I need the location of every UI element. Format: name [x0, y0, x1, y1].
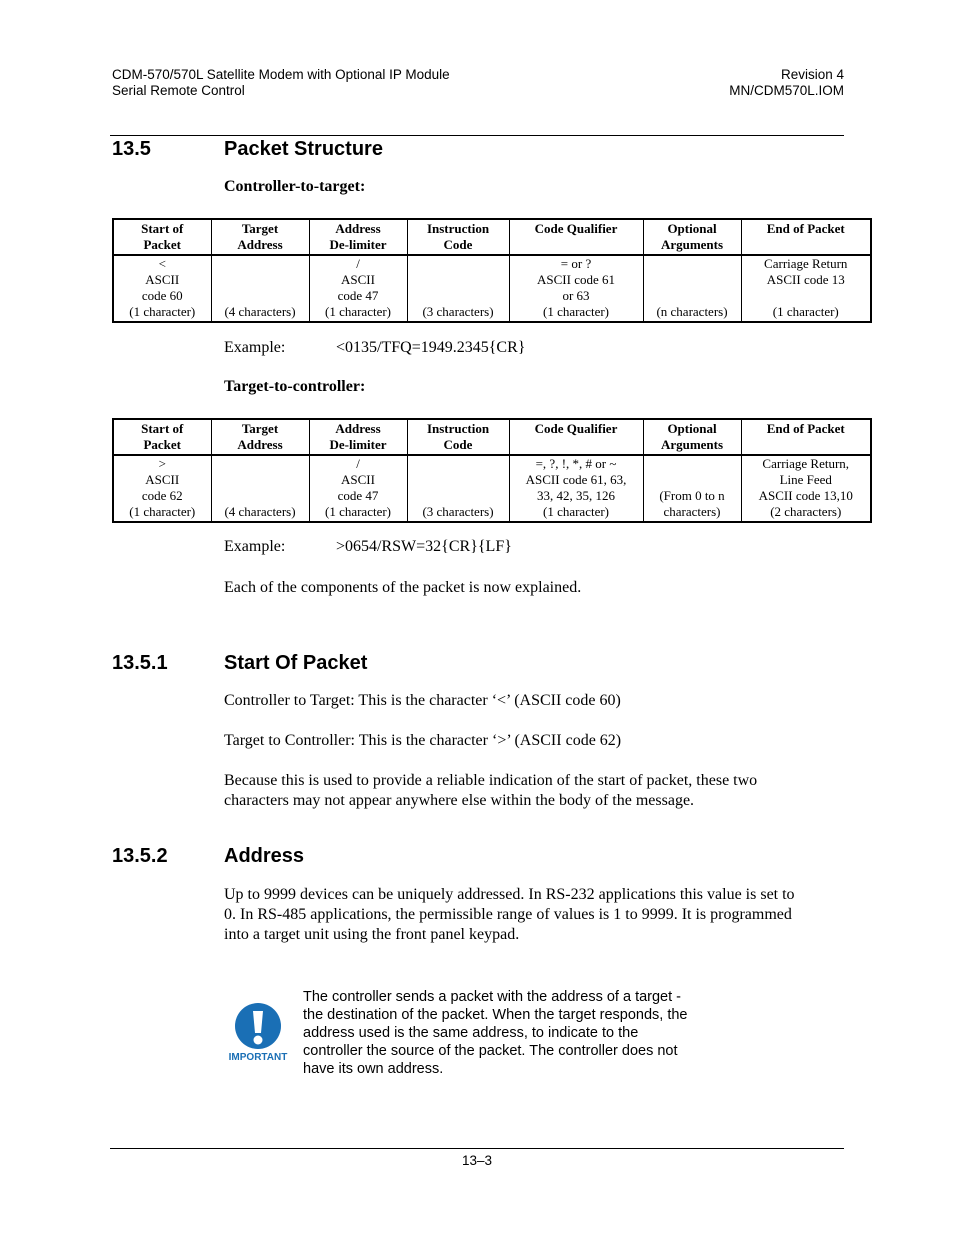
cell-text: code 47 [337, 488, 379, 503]
ttc-example [224, 538, 512, 556]
column-header [741, 419, 871, 455]
column-header [643, 219, 741, 255]
note-line: controller the source of the packet. The controller does not [303, 1043, 678, 1059]
table-row [113, 455, 871, 522]
subsection-number: 13.5.1 [112, 652, 168, 674]
cell-text: ASCII code 13,10 [758, 488, 853, 503]
header-revision: Revision 4 [780, 67, 844, 82]
cell-text: ASCII code 61 [537, 272, 615, 287]
cell-text: ASCII [341, 472, 375, 487]
ctt-example [224, 339, 526, 357]
controller-to-target-table [112, 218, 872, 323]
column-header [741, 219, 871, 255]
cell-text: (n characters) [656, 304, 728, 319]
cell-text: or 63 [562, 288, 590, 303]
header-text: Target [241, 421, 279, 436]
cell-text: (1 character) [129, 504, 196, 519]
header-section-name: Serial Remote Control [112, 83, 245, 98]
cell-text: (4 characters) [224, 304, 296, 319]
column-header [643, 419, 741, 455]
cell-text: / [356, 456, 360, 471]
header-text: Arguments [660, 437, 724, 452]
subsection-title: Address [224, 845, 305, 867]
header-text: Code Qualifier [534, 221, 618, 236]
example-code: >0654/RSW=32{CR}{LF} [336, 538, 512, 555]
note-line: have its own address. [303, 1061, 444, 1077]
header-text: De-limiter [329, 237, 387, 252]
cell-text: / [356, 256, 360, 271]
important-note [303, 988, 723, 1078]
cell-text: (3 characters) [422, 304, 494, 319]
header-text: Packet [143, 237, 182, 252]
subsection-title: Start Of Packet [224, 652, 368, 674]
header-text: Code [443, 237, 473, 252]
note-line: address used is the same address, to indicate to the [303, 1025, 639, 1041]
cell-text: Carriage Return [764, 256, 848, 271]
header-text: Address [237, 237, 283, 252]
sop-paragraph-2: Target to Controller: This is the character ‘>’ (ASCII code 62) [224, 732, 622, 749]
text-line: Up to 9999 devices can be uniquely addressed. In RS-232 applications this value is set to [224, 886, 795, 903]
header-text: Start of [141, 421, 184, 436]
cell-text: ASCII code 13 [766, 272, 845, 287]
header-doc-number: MN/CDM570L.IOM [729, 83, 844, 98]
table-cell [643, 455, 741, 522]
section-title: Packet Structure [224, 138, 383, 160]
text-line: Because this is used to provide a reliable indication of the start of packet, these two [224, 772, 758, 789]
cell-text: Line Feed [779, 472, 832, 487]
note-line: The controller sends a packet with the address of a target - [303, 989, 682, 1005]
table-header-row [113, 419, 871, 455]
target-to-controller-heading: Target-to-controller: [224, 378, 366, 395]
column-header [509, 419, 643, 455]
important-icon [226, 1002, 290, 1064]
cell-text: characters) [663, 504, 721, 519]
table-cell [407, 255, 509, 322]
header-text: Start of [141, 221, 184, 236]
header-text: Code [443, 437, 473, 452]
header-text: Optional [667, 221, 717, 236]
header-text: De-limiter [329, 437, 387, 452]
header-text: Arguments [660, 237, 724, 252]
column-header [211, 219, 309, 255]
cell-text: (1 character) [129, 304, 196, 319]
table-cell [309, 255, 407, 322]
table-cell [407, 455, 509, 522]
start-of-packet-heading [112, 652, 367, 675]
cell-text: ASCII [341, 272, 375, 287]
header-text: End of Packet [766, 421, 845, 436]
header-text: Address [237, 437, 283, 452]
cell-text: < [158, 256, 166, 271]
header-text: Code Qualifier [534, 421, 618, 436]
note-line: the destination of the packet. When the target responds, the [303, 1007, 688, 1023]
cell-text: (1 character) [542, 504, 610, 519]
column-header [113, 219, 211, 255]
cell-text: (3 characters) [422, 504, 494, 519]
cell-text: ASCII [145, 472, 180, 487]
example-label: Example: [224, 339, 286, 356]
example-code: <0135/TFQ=1949.2345{CR} [336, 339, 526, 356]
text-line: into a target unit using the front panel keypad. [224, 926, 520, 943]
cell-text: (1 character) [324, 504, 392, 519]
header-text: Address [335, 221, 381, 236]
cell-text: (1 character) [772, 304, 839, 319]
cell-text: (1 character) [542, 304, 610, 319]
cell-text: code 60 [141, 288, 183, 303]
subsection-number: 13.5.2 [112, 845, 168, 867]
controller-to-target-heading: Controller-to-target: [224, 178, 366, 195]
column-header [113, 419, 211, 455]
table-header-row [113, 219, 871, 255]
table-cell [643, 255, 741, 322]
table-cell [211, 255, 309, 322]
header-text: Packet [143, 437, 182, 452]
cell-text: ASCII code 61, 63, [525, 472, 627, 487]
target-to-controller-table [112, 418, 872, 523]
column-header [509, 219, 643, 255]
cell-text: (2 characters) [770, 504, 842, 519]
header-text: Instruction [426, 221, 490, 236]
text-line: characters may not appear anywhere else within the body of the message. [224, 792, 695, 809]
important-icon-label: IMPORTANT [228, 1052, 288, 1063]
example-label: Example: [224, 538, 286, 555]
cell-text: code 62 [141, 488, 183, 503]
column-header [407, 419, 509, 455]
header-text: Instruction [426, 421, 490, 436]
explained-text: Each of the components of the packet is now explained. [224, 579, 582, 596]
header-text: Target [241, 221, 279, 236]
table-row [113, 255, 871, 322]
text-line: 0. In RS-485 applications, the permissible range of values is 1 to 9999. It is programmed [224, 906, 792, 923]
cell-text: ASCII [145, 272, 180, 287]
cell-text: code 47 [337, 288, 379, 303]
address-heading [112, 845, 304, 868]
table-cell [309, 455, 407, 522]
address-paragraph [224, 885, 795, 945]
column-header [407, 219, 509, 255]
table-cell [211, 455, 309, 522]
sop-paragraph-1: Controller to Target: This is the character ‘<’ (ASCII code 60) [224, 692, 621, 709]
header-text: Address [335, 421, 381, 436]
footer-rule [110, 1148, 844, 1149]
table-cell [113, 455, 211, 522]
header-rule [110, 135, 844, 136]
cell-text [744, 288, 869, 304]
cell-text: (1 character) [324, 304, 392, 319]
cell-text: = or ? [560, 256, 592, 271]
header-text: End of Packet [766, 221, 845, 236]
header-text: Optional [667, 421, 717, 436]
column-header [211, 419, 309, 455]
sop-paragraph-3 [224, 771, 757, 811]
table-cell [113, 255, 211, 322]
section-number: 13.5 [112, 138, 151, 160]
column-header [309, 419, 407, 455]
table-cell [741, 255, 871, 322]
cell-text: (4 characters) [224, 504, 296, 519]
cell-text: > [158, 456, 166, 471]
cell-text: Carriage Return, [762, 456, 850, 471]
cell-text: 33, 42, 35, 126 [537, 488, 615, 503]
page-number: 13–3 [461, 1153, 493, 1168]
column-header [309, 219, 407, 255]
header-doc-title: CDM-570/570L Satellite Modem with Optional IP Module [112, 67, 450, 82]
cell-text: =, ?, !, *, # or ~ [535, 456, 617, 471]
section-heading [112, 138, 383, 161]
cell-text: (From 0 to n [659, 488, 725, 503]
table-cell [741, 455, 871, 522]
table-cell [509, 255, 643, 322]
table-cell [509, 455, 643, 522]
